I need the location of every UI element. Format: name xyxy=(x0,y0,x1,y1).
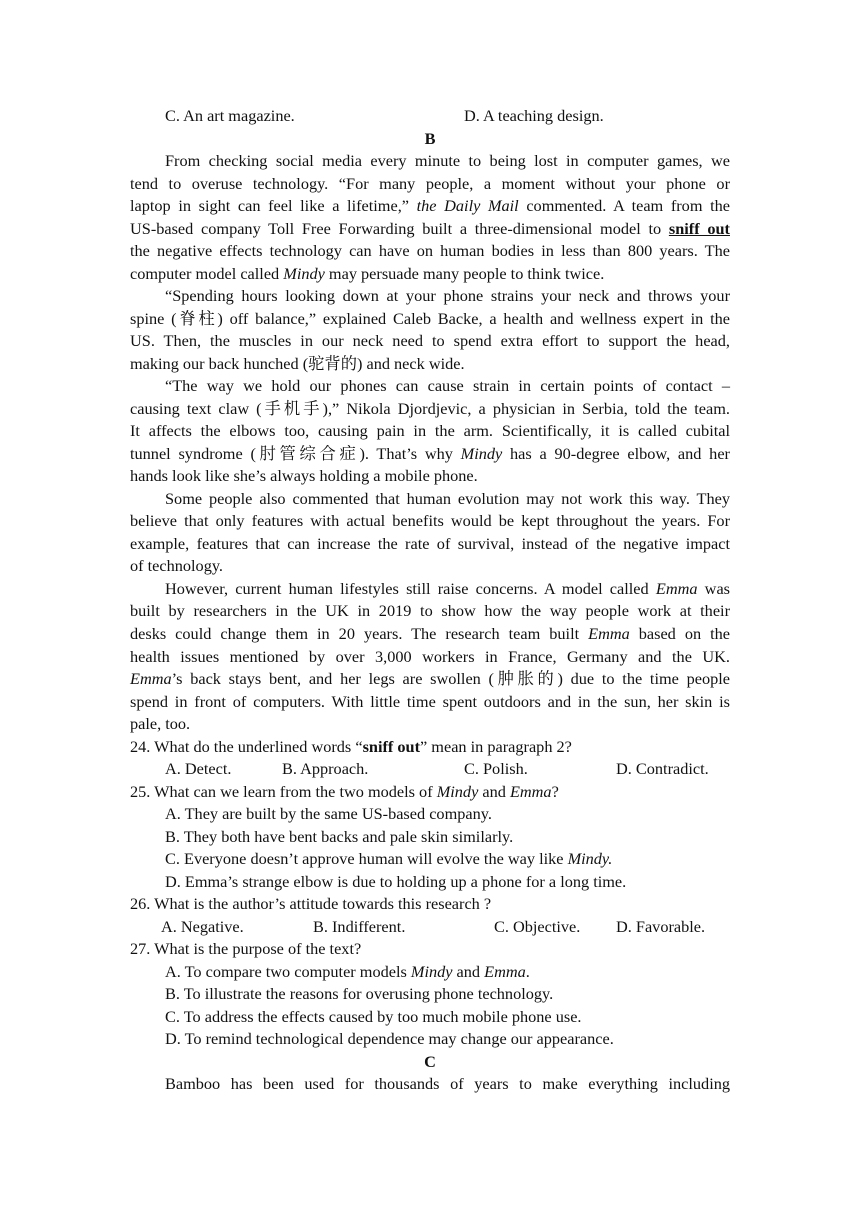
p2-line-3: US. Then, the muscles in our neck need to spend extra effort to support the head, xyxy=(130,331,730,350)
question-25-stem: 25. What can we learn from the two models of Mindy and Emma? xyxy=(130,782,559,801)
q24-option-b[interactable]: B. Approach. xyxy=(282,759,369,778)
q25-option-d[interactable]: D. Emma’s strange elbow is due to holding up a phone for a long time. xyxy=(165,872,627,891)
option-d-prev: D. A teaching design. xyxy=(464,106,604,125)
p5-line-3: desks could change them in 20 years. The research team built Emma based on the xyxy=(130,624,730,643)
keyword-sniff-out: sniff out xyxy=(668,219,730,238)
question-24-stem: 24. What do the underlined words “sniff out” mean in paragraph 2? xyxy=(130,737,572,756)
p5-line-6: spend in front of computers. With little time spent outdoors and in the sun, her skin is xyxy=(130,692,730,711)
p1-line-3: laptop in sight can feel like a lifetime,” the Daily Mail commented. A team from the xyxy=(130,196,731,215)
p3-line-2: causing text claw (手机手),” Nikola Djordjevic, a physician in Serbia, told the team. xyxy=(130,399,730,418)
question-27-stem: 27. What is the purpose of the text? xyxy=(130,939,362,958)
q25-option-c[interactable]: C. Everyone doesn’t approve human will evolve the way like Mindy. xyxy=(165,849,613,868)
q26-option-c[interactable]: C. Objective. xyxy=(494,917,581,936)
p5-line-1: However, current human lifestyles still raise concerns. A model called Emma was xyxy=(165,579,731,598)
p4-line-4: of technology. xyxy=(130,556,223,575)
p1-line-5: the negative effects technology can have on human bodies in less than 800 years. The xyxy=(130,241,730,260)
q26-option-d[interactable]: D. Favorable. xyxy=(616,917,706,936)
p4-line-3: example, features that can increase the rate of survival, instead of the negative impact xyxy=(130,534,730,553)
q27-option-a[interactable]: A. To compare two computer models Mindy and Emma. xyxy=(165,962,530,981)
option-c-prev: C. An art magazine. xyxy=(165,106,295,125)
p4-line-1: Some people also commented that human evolution may not work this way. They xyxy=(165,489,730,508)
p4-line-2: believe that only features with actual benefits would be kept throughout the years. For xyxy=(130,511,730,530)
q25-option-b[interactable]: B. They both have bent backs and pale skin similarly. xyxy=(165,827,514,846)
p5-line-5: Emma’s back stays bent, and her legs are swollen (肿胀的) due to the time people xyxy=(130,669,730,688)
p5-line-7: pale, too. xyxy=(130,714,191,733)
q24-option-a[interactable]: A. Detect. xyxy=(165,759,232,778)
p1-line-1: From checking social media every minute to being lost in computer games, we xyxy=(165,151,730,170)
p2-line-4: making our back hunched (驼背的) and neck wide. xyxy=(130,354,465,373)
p3-line-3: It affects the elbows too, causing pain in the arm. Scientifically, it is called cubital xyxy=(130,421,730,440)
section-c-line-1: Bamboo has been used for thousands of years to make everything including xyxy=(165,1074,730,1093)
p2-line-1: “Spending hours looking down at your phone strains your neck and throws your xyxy=(165,286,730,305)
q26-option-a[interactable]: A. Negative. xyxy=(161,917,244,936)
p3-line-1: “The way we hold our phones can cause strain in certain points of contact – xyxy=(165,376,730,395)
p1-line-6: computer model called Mindy may persuade many people to think twice. xyxy=(130,264,605,283)
q24-option-c[interactable]: C. Polish. xyxy=(464,759,528,778)
q24-option-d[interactable]: D. Contradict. xyxy=(616,759,709,778)
p3-line-4: tunnel syndrome (肘管综合症). That’s why Mindy has a 90-degree elbow, and her xyxy=(130,444,730,463)
p1-line-4: US-based company Toll Free Forwarding built a three-dimensional model to sniff out xyxy=(130,219,730,238)
section-heading-b: B xyxy=(424,129,436,148)
p2-line-2: spine (脊柱) off balance,” explained Caleb Backe, a health and wellness expert in the xyxy=(130,309,730,328)
q26-option-b[interactable]: B. Indifferent. xyxy=(313,917,406,936)
question-26-stem: 26. What is the author’s attitude towards this research ? xyxy=(130,894,492,913)
section-heading-c: C xyxy=(424,1052,436,1071)
q27-option-c[interactable]: C. To address the effects caused by too much mobile phone use. xyxy=(165,1007,582,1026)
q27-option-d[interactable]: D. To remind technological dependence may change our appearance. xyxy=(165,1029,614,1048)
p5-line-2: built by researchers in the UK in 2019 to show how the way people work at their xyxy=(130,601,730,620)
q27-option-b[interactable]: B. To illustrate the reasons for overusing phone technology. xyxy=(165,984,554,1003)
q25-option-a[interactable]: A. They are built by the same US-based company. xyxy=(165,804,492,823)
p3-line-5: hands look like she’s always holding a mobile phone. xyxy=(130,466,478,485)
p5-line-4: health issues mentioned by over 3,000 workers in France, Germany and the UK. xyxy=(130,647,730,666)
p1-line-2: tend to overuse technology. “For many people, a moment without your phone or xyxy=(130,174,730,193)
